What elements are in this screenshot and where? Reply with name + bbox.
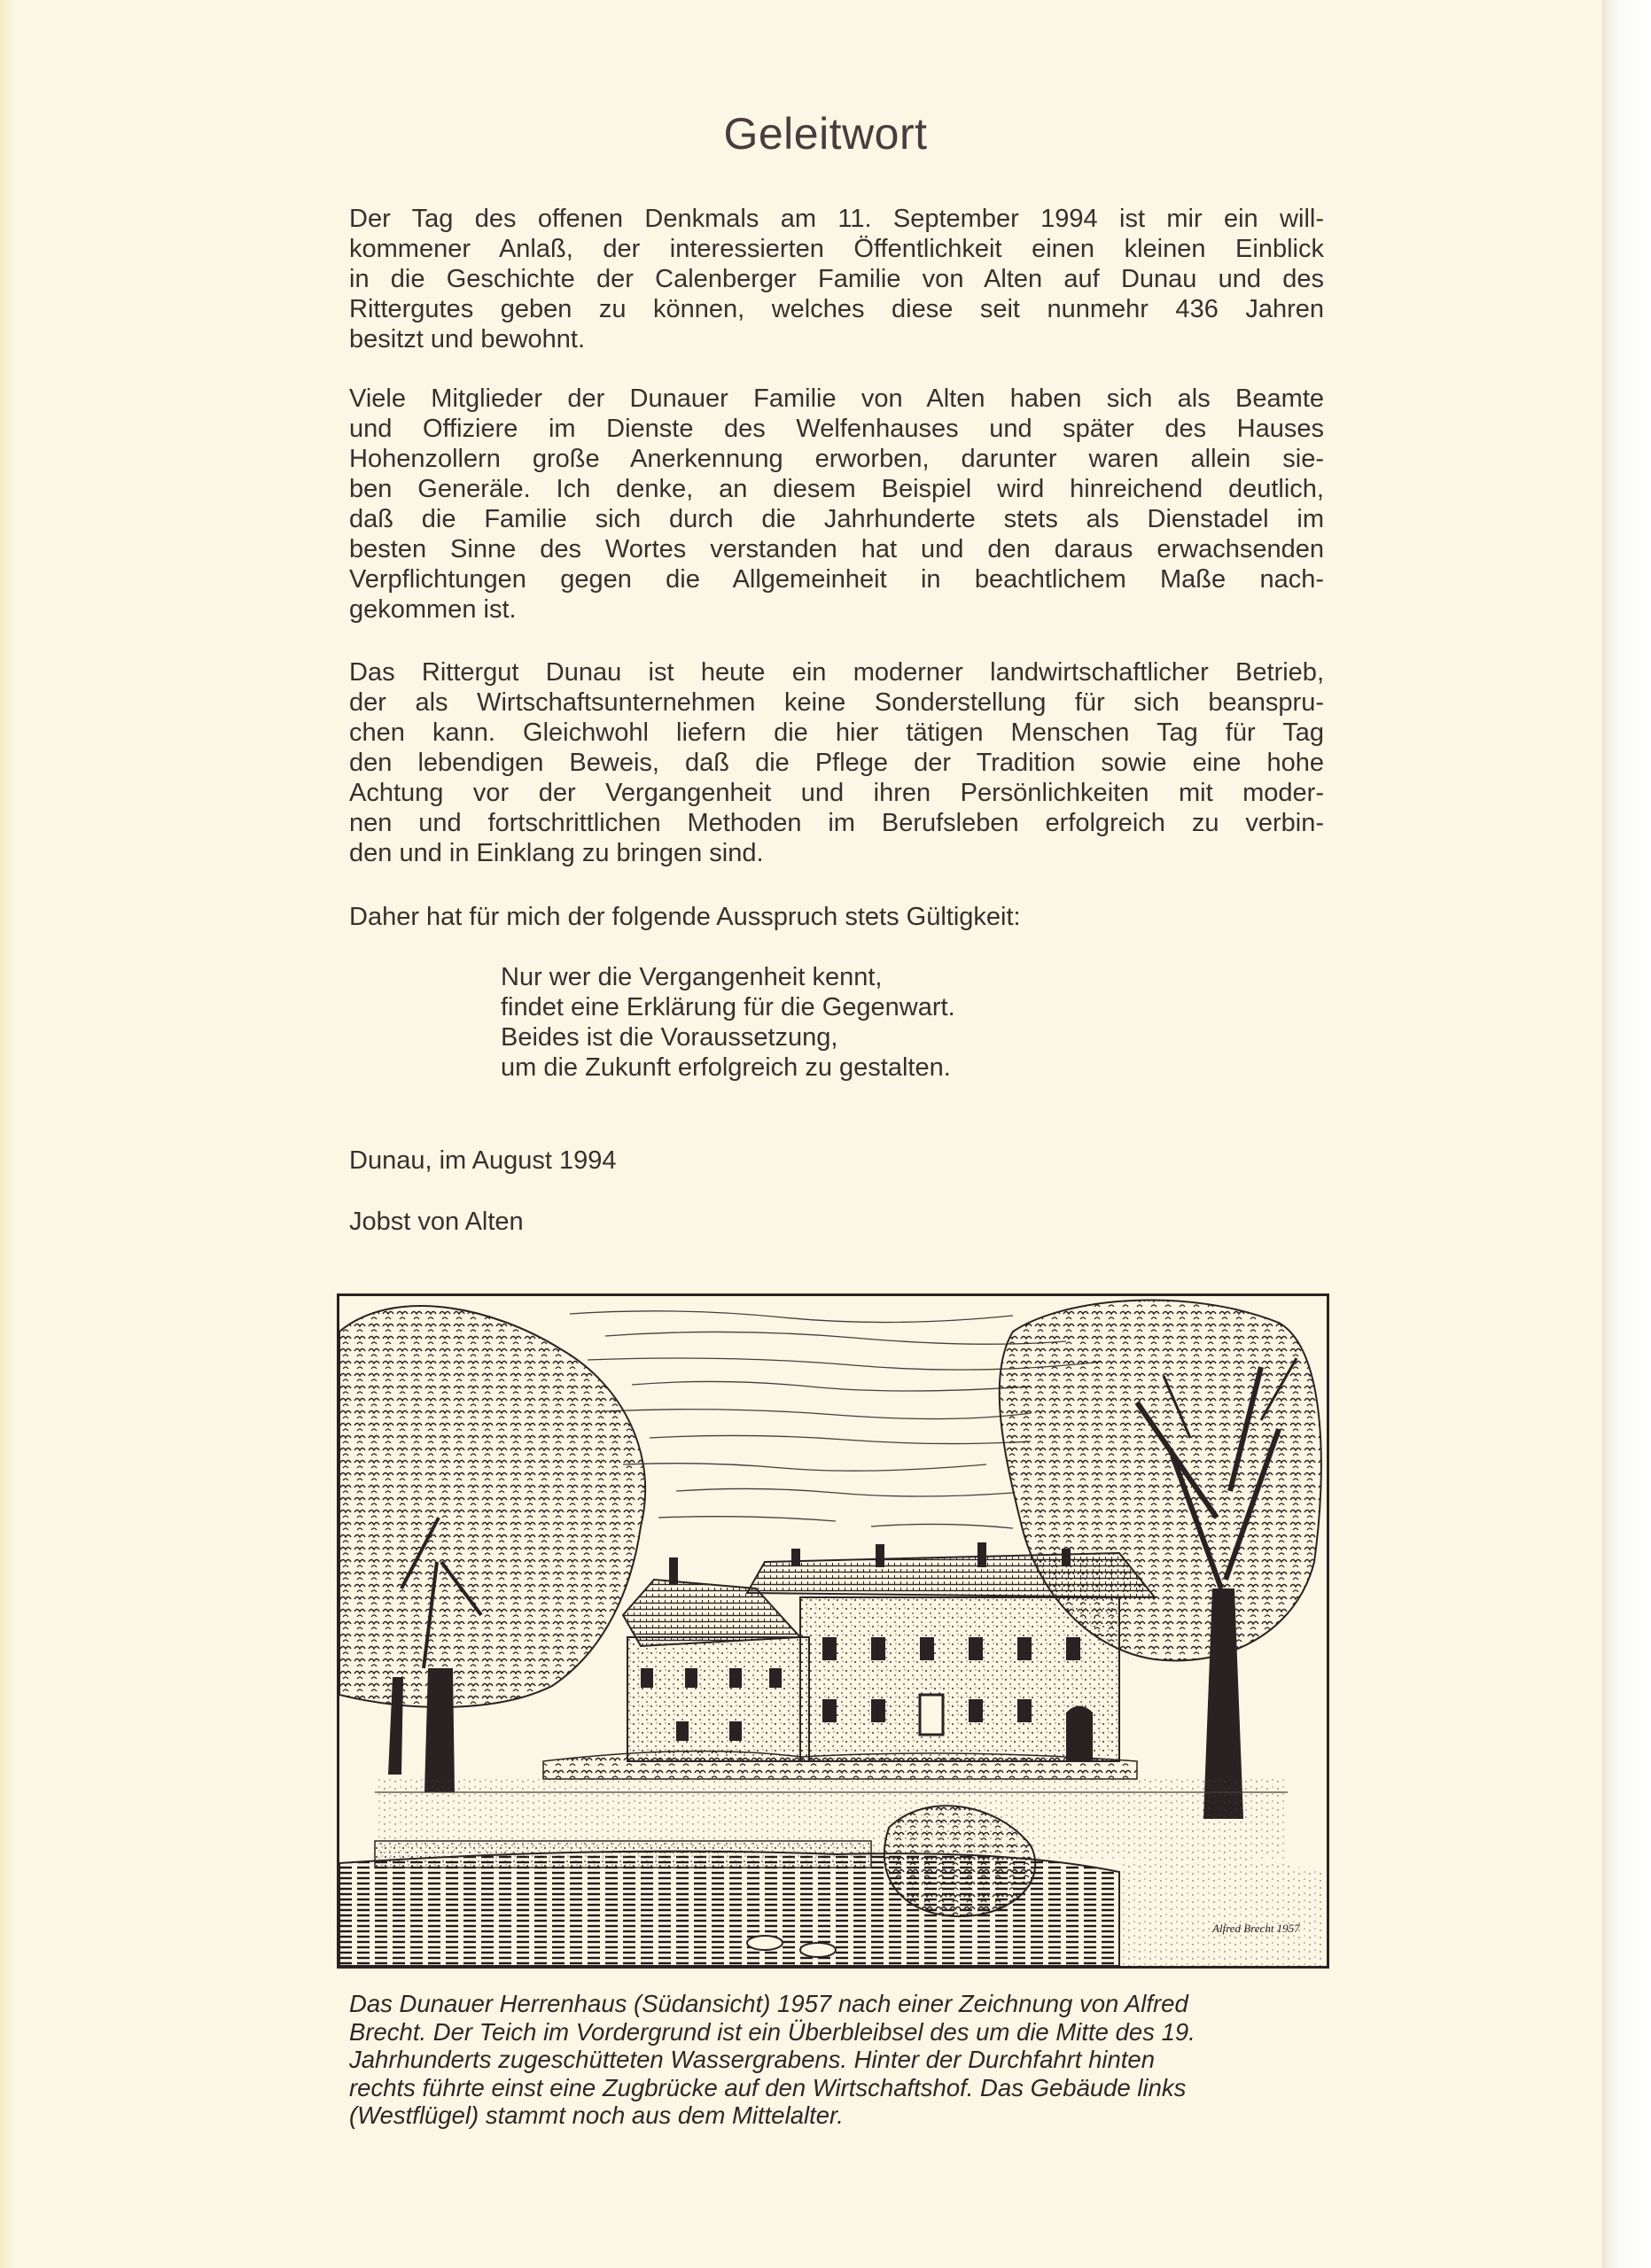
caption-line: Jahrhunderts zugeschütteten Wassergrabens. Hinter der Durchfahrt hinten — [349, 2046, 1156, 2073]
quote-line: findet eine Erklärung für die Gegenwart. — [501, 993, 955, 1021]
text-line: gekommen ist. — [349, 595, 517, 624]
hedges — [543, 1751, 1137, 1779]
quote — [501, 962, 1121, 1083]
text-line: ben Generäle. Ich denke, an diesem Beispiel wird hinreichend deutlich, — [349, 475, 1324, 503]
page-edge-right — [1602, 0, 1651, 2268]
text-line: chen kann. Gleichwohl liefern die hier tätigen Menschen Tag für Tag — [349, 718, 1324, 747]
text-line: in die Geschichte der Calenberger Familie von Alten auf Dunau und des — [349, 265, 1324, 293]
text-line: den und in Einklang zu bringen sind. — [349, 839, 764, 867]
place-date: Dunau, im August 1994 — [349, 1146, 617, 1175]
page-edge-left — [0, 0, 12, 2268]
text-line: kommener Anlaß, der interessierten Öffentlichkeit einen kleinen Einblick — [349, 235, 1324, 263]
manor-house-drawing — [339, 1296, 1327, 1966]
artist-signature: Alfred Brecht 1957 — [1212, 1922, 1300, 1935]
illustration-caption — [349, 1990, 1306, 2130]
text-line: Das Rittergut Dunau ist heute ein moderner landwirtschaftlicher Betrieb, — [349, 658, 1324, 687]
manor-house-illustration — [337, 1293, 1329, 1969]
caption-line: (Westflügel) stammt noch aus dem Mittelalter. — [349, 2101, 844, 2129]
quote-line: Beides ist die Voraussetzung, — [501, 1023, 838, 1052]
text-line: besitzt und bewohnt. — [349, 325, 586, 353]
caption-line: rechts führte einst eine Zugbrücke auf den Wirtschaftshof. Das Gebäude links — [349, 2073, 1187, 2101]
text-line: Achtung vor der Vergangenheit und ihren Persönlichkeiten mit moder- — [349, 779, 1324, 807]
text-line: Hohenzollern große Anerkennung erworben, darunter waren allein sie- — [349, 445, 1324, 473]
text-line: nen und fortschrittlichen Methoden im Berufsleben erfolgreich zu verbin- — [349, 809, 1324, 837]
signature: Jobst von Alten — [349, 1208, 524, 1236]
paragraph-1 — [349, 204, 1324, 354]
caption-line: Brecht. Der Teich im Vordergrund ist ein Überbleibsel des um die Mitte des 19. — [349, 2017, 1195, 2046]
quote-line: um die Zukunft erfolgreich zu gestalten. — [501, 1053, 951, 1082]
paragraph-2 — [349, 384, 1324, 625]
quote-line: Nur wer die Vergangenheit kennt, — [501, 963, 883, 991]
caption-line: Das Dunauer Herrenhaus (Südansicht) 1957 nach einer Zeichnung von Alfred — [349, 1990, 1188, 2017]
text-line: Rittergutes geben zu können, welches diese seit nunmehr 436 Jahren — [349, 295, 1324, 323]
intro-line — [349, 902, 1324, 932]
text-line: den lebendigen Beweis, daß die Pflege der Tradition sowie eine hohe — [349, 749, 1324, 777]
text-line: besten Sinne des Wortes verstanden hat und den daraus erwachsenden — [349, 535, 1324, 563]
text-line: Verpflichtungen gegen die Allgemeinheit in beachtlichem Maße nach- — [349, 565, 1324, 594]
text-line: Daher hat für mich der folgende Ausspruch stets Gültigkeit: — [349, 903, 1021, 931]
page-title: Geleitwort — [723, 109, 928, 159]
left-tree — [339, 1306, 645, 1792]
main-house — [747, 1542, 1155, 1761]
text-line: Viele Mitglieder der Dunauer Familie von Alten haben sich als Beamte — [349, 384, 1324, 413]
text-line: und Offiziere im Dienste des Welfenhauses und später des Hauses — [349, 415, 1324, 443]
paragraph-3 — [349, 657, 1324, 868]
text-line: Der Tag des offenen Denkmals am 11. September 1994 ist mir ein will- — [349, 205, 1324, 233]
text-line: der als Wirtschaftsunternehmen keine Sonderstellung für sich beanspru- — [349, 688, 1324, 717]
text-line: daß die Familie sich durch die Jahrhunderte stets als Dienstadel im — [349, 505, 1324, 533]
